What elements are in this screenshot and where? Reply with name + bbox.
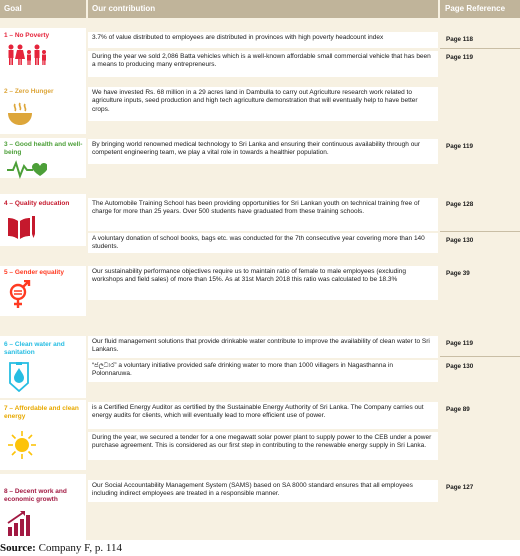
page-ref: Page 119 (446, 54, 473, 61)
contribution-text: Our sustainability performance objectives require us to maintain ratio of female to male employees (excluding workshops and field sales) of more than 15%. As at 31st March 2018 this ratio was calculated to be 18.3% (88, 266, 438, 300)
goal-title: 1 – No Poverty (4, 32, 50, 39)
page-ref: Page 119 (446, 143, 473, 150)
page-ref: Page 118 (446, 36, 473, 43)
economic-growth-chart-icon (7, 510, 33, 536)
goal-cell-3 (0, 138, 86, 178)
page-ref: Page 130 (446, 363, 474, 370)
source-label: Source: (0, 542, 36, 554)
page-divider (440, 231, 520, 232)
contribution-text: During the year, we secured a tender for a one megawatt solar power plant to supply power to the CEB under a power purchase agreement. This is considered as our first step in contributing to the renewable energy supply in Sri Lanka. (88, 432, 438, 460)
contribution-text: During the year we sold 2,086 Batta vehicles which is a well-known affordable small commercial vehicle that has been a means to producing many entrepreneurs. (88, 51, 438, 77)
contribution-text: 3.7% of value distributed to employees are distributed in provinces with high poverty headcount index (88, 32, 438, 48)
goal-cell-5 (0, 266, 86, 316)
goal-title: 3 – Good health and well-being (4, 141, 83, 156)
contribution-text: is a Certified Energy Auditor as certified by the Sustainable Energy Authority of Sri Lanka. The Company carries out energy audits for clients, which will eventually lead to more efficient use of power. (88, 402, 438, 429)
page-ref: Page 119 (446, 340, 473, 347)
goal-cell-4 (0, 194, 86, 246)
no-poverty-icon (7, 44, 47, 66)
page-ref: Page 39 (446, 270, 470, 277)
goal-cell-7 (0, 400, 86, 470)
page-ref: Page 128 (446, 201, 474, 208)
header-goal: Goal (0, 0, 86, 18)
contribution-text: Our fluid management solutions that provide drinkable water contribute to improve the availability of clean water to Sri Lankans. (88, 336, 438, 358)
page-ref: Page 127 (446, 484, 474, 491)
goal-cell-2 (0, 86, 86, 134)
contribution-text: “ජලධාර” a voluntary initiative provided safe drinking water to more than 1000 villagers in Nagasthanna in Polonnaruwa. (88, 360, 438, 382)
goal-cell-6 (0, 336, 86, 398)
goal-title: 8 – Decent work and economic growth (4, 488, 67, 503)
contribution-text: The Automobile Training School has been providing opportunities for Sri Lankan youth on technical training free of charge for more than 25 years. Over 500 students have graduated from these training schools. (88, 198, 438, 231)
clean-energy-sun-icon (7, 430, 37, 460)
page-divider (440, 356, 520, 357)
gender-equality-icon (7, 280, 33, 310)
goal-cell-8 (0, 474, 86, 540)
header-page-reference: Page Reference (440, 0, 520, 18)
goal-cell-1 (0, 28, 86, 86)
health-heartbeat-icon (7, 159, 47, 179)
goal-title: 6 – Clean water and sanitation (4, 341, 65, 356)
contribution-text: A voluntary donation of school books, bags etc. was conducted for the 7th consecutive year covering more than 140 students. (88, 233, 438, 253)
source-text: Company F, p. 114 (35, 542, 122, 554)
clean-water-icon (7, 362, 31, 392)
header-contribution: Our contribution (88, 0, 438, 18)
zero-hunger-bowl-icon (7, 102, 33, 128)
contribution-text: Our Social Accountability Management System (SAMS) based on SA 8000 standard ensures that all employees including indirect employees are treated in a responsible manner. (88, 480, 438, 502)
page-ref: Page 89 (446, 406, 470, 413)
education-book-icon (7, 214, 37, 240)
source-note (0, 542, 122, 554)
contribution-text: By bringing world renowned medical technology to Sri Lanka and ensuring their continuous availability through our competent engineering team, we play a vital role in towards a healthier population. (88, 139, 438, 164)
page-ref: Page 130 (446, 237, 474, 244)
page-divider (440, 48, 520, 49)
goal-title: 5 – Gender equality (4, 269, 64, 276)
contribution-text: We have invested Rs. 68 million in a 29 acres land in Dambulla to carry out Agriculture research work related to agriculture inputs, seed production and high tech agriculture demonstration that will eventually help to have better crops. (88, 87, 438, 121)
goal-title: 2 – Zero Hunger (4, 88, 54, 95)
goal-title: 4 – Quality education (4, 200, 70, 207)
goal-title: 7 – Affordable and clean energy (4, 405, 79, 420)
